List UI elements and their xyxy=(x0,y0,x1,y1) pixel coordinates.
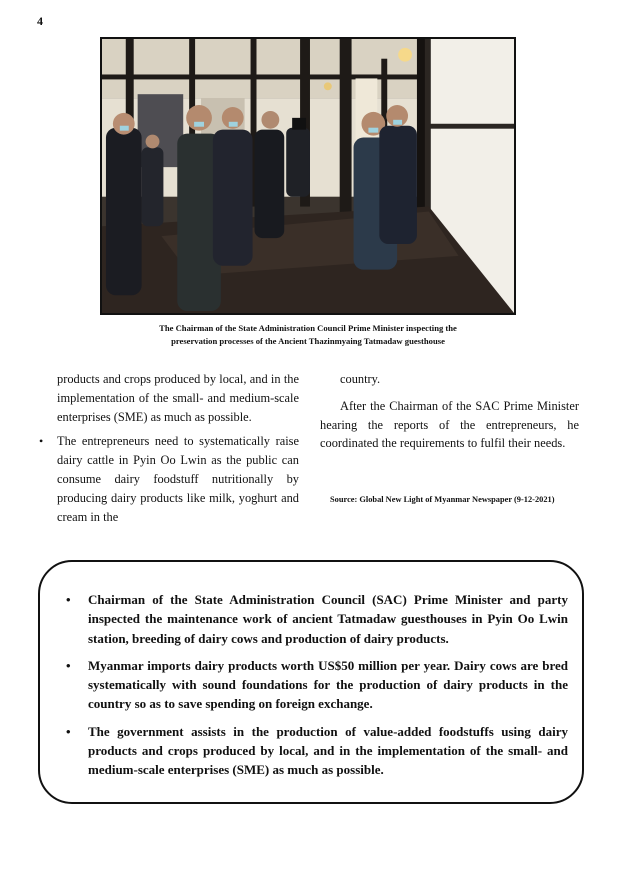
article-source: Source: Global New Light of Myanmar Newspaper (9-12-2021) xyxy=(330,495,555,504)
article-right-continuation: country. xyxy=(340,372,381,386)
summary-item: • Chairman of the State Administration Council (SAC) Prime Minister and party inspected the maintenance work of ancient Tatmadaw guesthouses in Pyin Oo Lwin station, breeding of dairy cows and production of dairy products. xyxy=(74,590,568,648)
article-bullet-item: • The entrepreneurs need to systematically raise dairy cattle in Pyin Oo Lwin as the public can consume dairy foodstuff nutritionally by producing dairy products like milk, yoghurt and cream in the xyxy=(57,432,299,526)
photo-caption-line-2: preservation processes of the Ancient Thazinmyaing Tatmadaw guesthouse xyxy=(171,336,445,346)
summary-item: • Myanmar imports dairy products worth US$50 million per year. Dairy cows are bred systematically with sound foundations for the production of dairy products in the country so as to save spending on foreign exchange. xyxy=(74,656,568,714)
inspection-photo xyxy=(100,37,516,315)
summary-box xyxy=(38,560,584,804)
photo-caption xyxy=(108,322,508,348)
summary-list xyxy=(54,590,568,780)
article-left-continuation: products and crops produced by local, and in the implementation of the small- and medium-scale enterprises (SME) as much as possible. xyxy=(57,372,299,424)
summary-item: • The government assists in the production of value-added foodstuffs using dairy products and crops produced by local, and in the implementation of the small- and medium-scale enterprises (SME) as much as possible. xyxy=(74,722,568,780)
article-right-column xyxy=(320,370,579,453)
page-number: 4 xyxy=(37,14,43,28)
inspection-photo-illustration xyxy=(102,39,514,313)
article-left-column xyxy=(37,370,299,526)
article-right-paragraph: After the Chairman of the SAC Prime Minister hearing the reports of the entrepreneurs, he coordinated the requirements to fulfil their needs. xyxy=(320,398,579,451)
photo-caption-line-1: The Chairman of the State Administration Council Prime Minister inspecting the xyxy=(159,323,457,333)
article-left-bullet-list xyxy=(37,432,299,526)
